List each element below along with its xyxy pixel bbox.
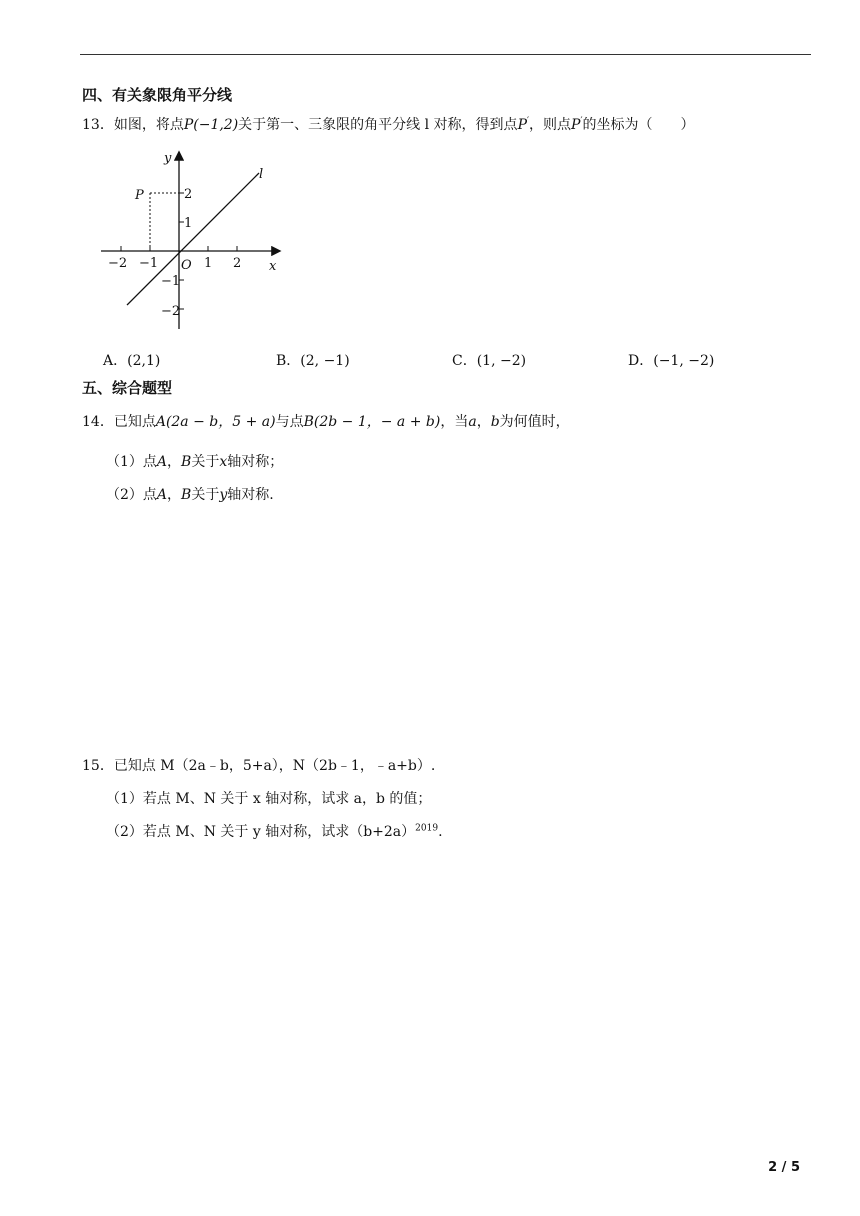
q13-prime-2: ′ xyxy=(580,116,583,127)
q13-stem xyxy=(82,114,695,134)
q13-text-1: 如图，将点 xyxy=(113,117,184,133)
x-tick-label: 2 xyxy=(233,256,242,271)
part-text: 轴对称； xyxy=(227,454,284,470)
option-value: (2, −1) xyxy=(300,353,350,369)
y-axis-label: y xyxy=(164,151,172,166)
q13-point-p: P(−1,2) xyxy=(183,117,239,133)
section-5-title: 五、综合题型 xyxy=(82,379,173,397)
line-label-l: l xyxy=(259,167,264,182)
part-var: x xyxy=(219,454,228,470)
option-letter: B． xyxy=(276,353,301,369)
y-tick-label: 1 xyxy=(184,216,193,231)
option-value: (1, −2) xyxy=(476,353,527,369)
q13-option-d[interactable] xyxy=(628,350,714,370)
q14-part-1 xyxy=(106,451,283,471)
q14-var-b: b xyxy=(490,414,500,430)
y-tick-label: −1 xyxy=(161,274,181,289)
part-var: A xyxy=(156,487,168,503)
point-label-p: P xyxy=(135,188,144,203)
header-rule xyxy=(80,54,811,55)
x-tick-label: 1 xyxy=(204,256,213,271)
q14-stem xyxy=(82,411,570,431)
q13-point-p-prime: P xyxy=(517,117,527,133)
exponent: 2019 xyxy=(415,823,439,834)
q14-text-4: ， xyxy=(476,414,491,430)
part-text: 关于 xyxy=(191,454,220,470)
x-tick-label: −1 xyxy=(139,256,159,271)
part-var: A xyxy=(156,454,168,470)
q14-text-2: 与点 xyxy=(275,414,304,430)
option-value: (2,1) xyxy=(127,353,161,369)
part-text: 轴对称. xyxy=(227,487,274,503)
x-axis-label: x xyxy=(269,259,277,274)
part-text: 关于 xyxy=(191,487,220,503)
q14-part-2 xyxy=(106,484,274,504)
page-number: 2 / 5 xyxy=(768,1160,800,1175)
q15-part-1: （1）若点 M、N 关于 x 轴对称，试求 a，b 的值； xyxy=(106,791,432,807)
q13-text-3: ，则点 xyxy=(529,117,572,133)
y-tick-label: −2 xyxy=(161,304,181,319)
q14-text-3: ，当 xyxy=(440,414,469,430)
q14-text-5: 为何值时， xyxy=(499,414,570,430)
q13-point-p-prime-2: P xyxy=(571,117,581,133)
part-text: （1）点 xyxy=(106,454,157,470)
q13-text-4: 的坐标为（ ） xyxy=(582,117,695,133)
y-tick-label: 2 xyxy=(184,187,193,202)
q14-point-b: B(2b − 1，− a + b) xyxy=(303,414,441,430)
q13-number: 13． xyxy=(82,117,114,133)
part-var: B xyxy=(181,487,192,503)
q15-stem: 15．已知点 M（2a﹣b，5+a），N（2b﹣1，﹣a+b）. xyxy=(82,758,436,774)
part-text: . xyxy=(438,824,443,840)
part-text: （2）若点 M、N 关于 y 轴对称，试求（b+2a） xyxy=(106,824,416,840)
q13-option-a[interactable] xyxy=(103,350,160,370)
q13-prime-1: ′ xyxy=(526,116,530,127)
part-text: ， xyxy=(167,487,182,503)
part-text: ， xyxy=(167,454,182,470)
q14-point-a: A(2a − b，5 + a) xyxy=(155,414,276,430)
part-text: （2）点 xyxy=(106,487,157,503)
q13-option-b[interactable] xyxy=(276,350,350,370)
option-letter: A． xyxy=(103,353,128,369)
bisector-line-l xyxy=(127,173,259,305)
q14-var-a: a xyxy=(468,414,477,430)
q14-number: 14． xyxy=(82,414,114,430)
origin-label: O xyxy=(181,258,192,273)
q14-text-1: 已知点 xyxy=(113,414,156,430)
part-var: y xyxy=(219,487,228,503)
q13-figure xyxy=(95,145,295,335)
option-letter: D． xyxy=(628,353,654,369)
q15-part-2 xyxy=(106,821,443,841)
q13-text-2: 关于第一、三象限的角平分线 l 对称，得到点 xyxy=(238,117,518,133)
x-tick-label: −2 xyxy=(108,256,128,271)
q13-option-c[interactable] xyxy=(452,350,526,370)
part-var: B xyxy=(181,454,192,470)
option-value: (−1, −2) xyxy=(653,353,715,369)
section-4-title: 四、有关象限角平分线 xyxy=(82,86,233,104)
option-letter: C． xyxy=(452,353,477,369)
